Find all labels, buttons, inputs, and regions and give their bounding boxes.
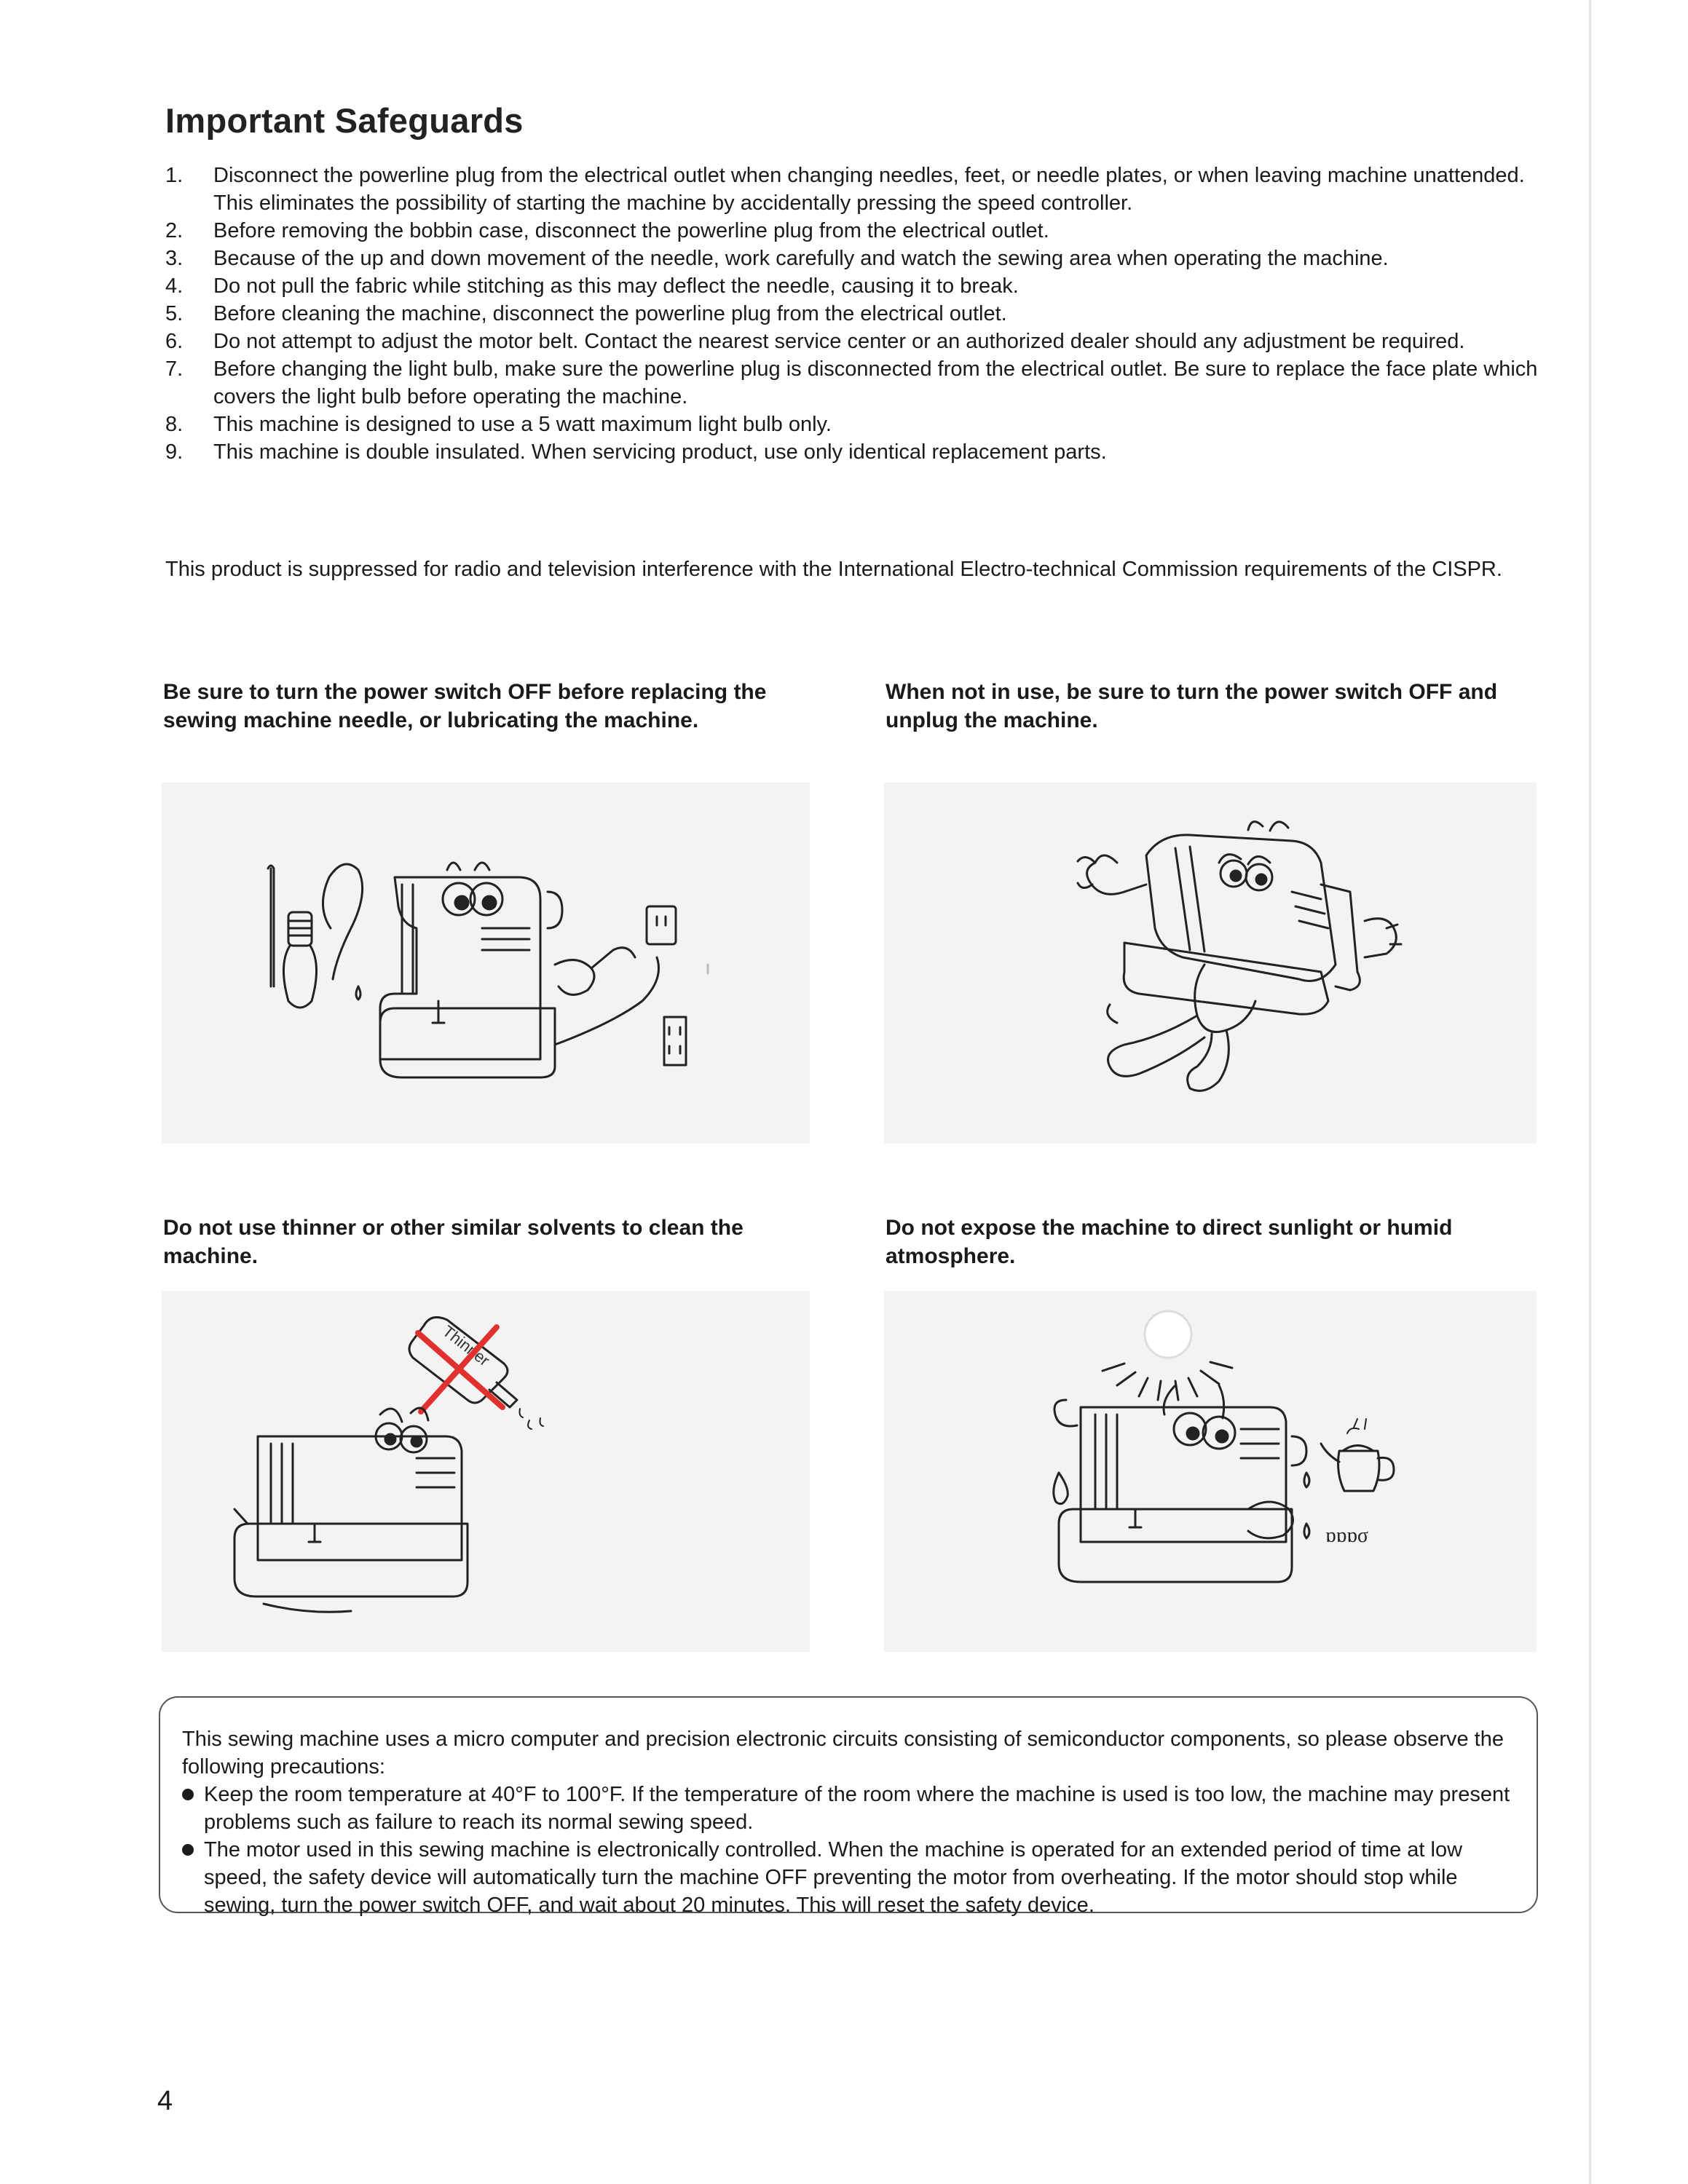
sewing-machine-icon bbox=[380, 863, 562, 1077]
power-plug-icon bbox=[555, 948, 659, 1045]
safeguard-text: This machine is double insulated. When servicing product, use only identical replacement parts. bbox=[213, 440, 1107, 464]
safeguard-number: 2. bbox=[165, 219, 184, 242]
safeguards-list bbox=[165, 162, 1549, 466]
wall-outlet-icon bbox=[647, 906, 686, 1065]
safeguard-text: Disconnect the powerline plug from the electrical outlet when changing needles, feet, or needle plates, or when leaving machine unattended. This eliminates the possibility of starting the machine by accidentally pressing the speed controller. bbox=[213, 164, 1525, 215]
no-thinner-illustration bbox=[162, 1291, 810, 1652]
thinner-label: Thinner bbox=[439, 1321, 494, 1370]
sewing-machine-icon bbox=[234, 1408, 468, 1612]
safeguard-item bbox=[165, 162, 1549, 217]
illustration-panel-sunlight bbox=[884, 1291, 1537, 1652]
safeguard-item bbox=[165, 245, 1549, 272]
bullet-dot-icon bbox=[182, 1844, 194, 1856]
safeguard-item bbox=[165, 355, 1549, 411]
illustration-panel-no-thinner bbox=[162, 1291, 810, 1652]
safeguard-number: 7. bbox=[165, 357, 184, 381]
teapot-icon bbox=[1321, 1419, 1394, 1491]
sunlight-humidity-illustration bbox=[884, 1291, 1537, 1652]
cispr-note: This product is suppressed for radio and television interference with the International Electro-technical Commission requirements of the CISPR. bbox=[165, 558, 1502, 581]
safeguard-text: Before removing the bobbin case, disconnect the powerline plug from the electrical outlet. bbox=[213, 219, 1049, 242]
page-number: 4 bbox=[157, 2086, 173, 2116]
illustration-caption: Do not use thinner or other similar solvents to clean the machine. bbox=[163, 1216, 744, 1268]
illustration-panel-unplug bbox=[884, 783, 1537, 1144]
safeguard-text: Before changing the light bulb, make sure the powerline plug is disconnected from the electrical outlet. Be sure to replace the face plate which covers the light bulb before operating the machine. bbox=[213, 357, 1538, 408]
precaution-text: The motor used in this sewing machine is electronically controlled. When the machine is operated for an extended period of time at low speed, the safety device will automatically turn the machine OFF preventing the motor from overheating. If the motor should stop while sewing, turn the power switch OFF, and wait about 20 minutes. This will reset the safety device. bbox=[204, 1838, 1463, 1917]
safeguard-number: 8. bbox=[165, 413, 184, 436]
precaution-item bbox=[182, 1781, 1522, 1836]
safeguard-item bbox=[165, 411, 1549, 438]
safeguard-item bbox=[165, 217, 1549, 245]
bullet-dot-icon bbox=[182, 1789, 194, 1800]
thinner-bottle-icon bbox=[409, 1317, 543, 1429]
illustration-panel-power-off bbox=[162, 783, 810, 1144]
character-legs-icon bbox=[1108, 965, 1255, 1091]
oil-drop-icon bbox=[323, 864, 362, 1000]
safeguard-item bbox=[165, 328, 1549, 355]
safeguard-item bbox=[165, 272, 1549, 300]
safeguard-number: 6. bbox=[165, 330, 184, 353]
safeguard-text: Do not attempt to adjust the motor belt. Contact the nearest service center or an authorized dealer should any adjustment be required. bbox=[213, 330, 1465, 353]
unplug-illustration bbox=[884, 783, 1537, 1144]
sun-icon bbox=[1103, 1311, 1232, 1400]
safeguard-number: 1. bbox=[165, 164, 184, 187]
safeguard-item bbox=[165, 300, 1549, 328]
safeguard-text: Because of the up and down movement of the needle, work carefully and watch the sewing area when operating the machine. bbox=[213, 247, 1389, 270]
precautions-intro: This sewing machine uses a micro computer and precision electronic circuits consisting of semiconductor components, so please observe the following precautions: bbox=[182, 1728, 1504, 1779]
precaution-item bbox=[182, 1836, 1522, 1919]
illustration-caption: Be sure to turn the power switch OFF before replacing the sewing machine needle, or lubricating the machine. bbox=[163, 680, 767, 732]
safeguard-text: Do not pull the fabric while stitching as this may deflect the needle, causing it to break. bbox=[213, 274, 1019, 298]
page-edge-shadow bbox=[1589, 0, 1591, 2184]
safeguard-text: This machine is designed to use a 5 watt maximum light bulb only. bbox=[213, 413, 832, 436]
safeguard-number: 3. bbox=[165, 247, 184, 270]
illustration-caption: Do not expose the machine to direct sunlight or humid atmosphere. bbox=[886, 1216, 1453, 1268]
safeguard-number: 5. bbox=[165, 302, 184, 325]
power-off-illustration bbox=[162, 783, 810, 1144]
safeguard-number: 9. bbox=[165, 440, 184, 464]
needle-icon bbox=[268, 866, 274, 986]
page-title: Important Safeguards bbox=[165, 101, 524, 140]
illustration-caption: When not in use, be sure to turn the power switch OFF and unplug the machine. bbox=[886, 680, 1498, 732]
sewing-machine-icon bbox=[1124, 822, 1360, 1015]
safeguard-text: Before cleaning the machine, disconnect the powerline plug from the electrical outlet. bbox=[213, 302, 1007, 325]
sewing-machine-icon bbox=[1054, 1385, 1306, 1582]
precautions-list bbox=[182, 1781, 1522, 1919]
safeguard-item bbox=[165, 438, 1549, 466]
safeguard-number: 4. bbox=[165, 274, 184, 298]
light-bulb-icon bbox=[283, 912, 316, 1008]
dripping-marks: ɒɒɒσ bbox=[1325, 1524, 1369, 1547]
precaution-text: Keep the room temperature at 40°F to 100°F. If the temperature of the room where the machine is used is too low, the machine may present problems such as failure to reach its normal sewing speed. bbox=[204, 1783, 1510, 1834]
